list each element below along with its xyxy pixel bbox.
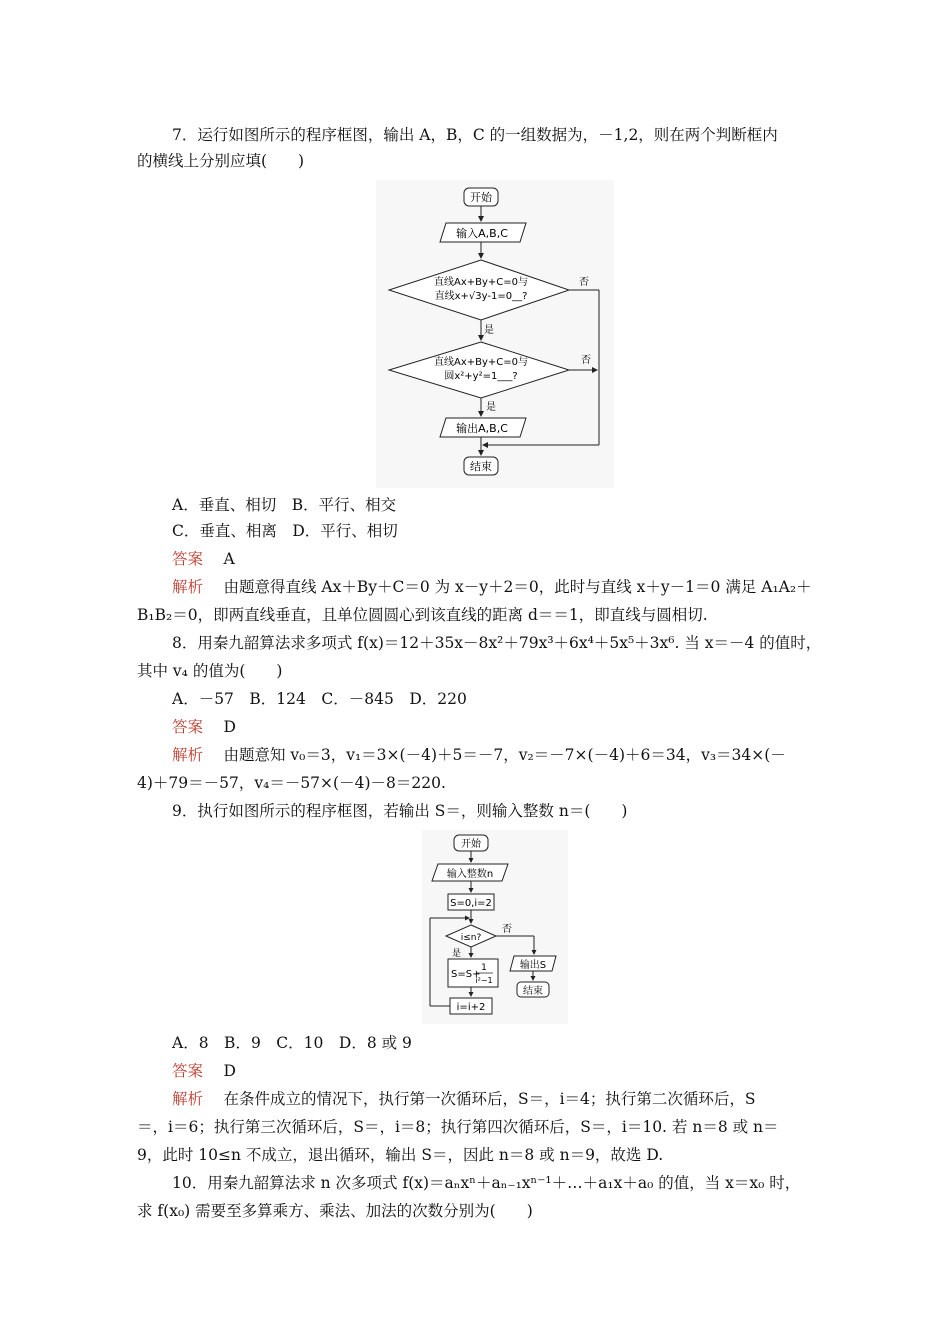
q7-no-label-2: 否 [581,355,591,366]
q9-input-label: 输入整数n [446,869,494,880]
q9-end-label: 结束 [523,986,543,997]
q9-cond-label: i≤n? [460,933,482,943]
q8-analysis-row1 [172,744,786,766]
q7-analysis-line1: 由题意得直线 Ax＋By＋C＝0 为 x－y＋2＝0，此时与直线 x＋y－1＝0 满足 A₁A₂＋ [223,578,812,596]
q7-answer-tag: 答案 [172,550,204,568]
q9-options: A．8 B．9 C．10 D．8 或 9 [172,1034,412,1052]
q7-yes-label-2: 是 [486,402,496,413]
q7-output-label: 输出A,B,C [456,422,508,435]
q9-update-prefix: S=S+ [451,969,481,980]
q9-flowchart [422,830,568,1024]
q7-options-line1: A．垂直、相切 B．平行、相交 [172,496,397,514]
q7-no-label-1: 否 [579,277,589,288]
q9-answer: D [223,1062,236,1080]
q8-stem-line1: 8．用秦九韶算法求多项式 f(x)＝12＋35x－8x²＋79x³＋6x⁴＋5x⁵＋3x⁶. 当 x＝－4 的值时， [172,634,822,652]
q10-stem-line1: 10．用秦九韶算法求 n 次多项式 f(x)＝aₙxⁿ＋aₙ₋₁xⁿ⁻¹＋…＋a₁x＋a₀ 的值，当 x＝x₀ 时， [172,1174,801,1192]
q9-output-label: 输出S [519,960,547,971]
q8-stem-line2: 其中 v₄ 的值为( ) [137,662,283,680]
q9-analysis-row1 [172,1088,756,1110]
q8-analysis-line2: 4)＋79＝－57，v₄＝－57×(－4)－8＝220. [137,774,446,792]
q9-no-label: 否 [502,924,512,935]
q7-yes-label-1: 是 [484,325,494,336]
q8-analysis-line1: 由题意知 v₀＝3，v₁＝3×(－4)＋5＝－7，v₂＝－7×(－4)＋6＝34，v₃＝34×(－ [223,746,786,764]
q7-analysis-line2: B₁B₂＝0，即两直线垂直，且单位圆圆心到该直线的距离 d＝＝1，即直线与圆相切. [137,606,708,624]
q8-options: A．－57 B．124 C．－845 D．220 [172,690,467,708]
q7-stem-line2: 的横线上分别应填( ) [137,152,305,170]
q7-options-line2: C．垂直、相离 D．平行、相切 [172,522,398,540]
q9-init-label: S=0,i=2 [450,898,492,909]
q7-start-label: 开始 [470,191,492,204]
q8-analysis-tag: 解析 [172,746,204,764]
q9-update-num: 1 [481,963,487,973]
q8-answer-row [172,716,236,738]
q7-end-label: 结束 [470,460,492,473]
q9-start-label: 开始 [461,839,481,850]
q7-input-label: 输入A,B,C [456,227,508,240]
q7-answer-row [172,548,235,570]
q7-cond2-line1: 直线Ax+By+C=0与 [433,357,529,368]
q7-cond2-line2: 圆x²+y²=1___? [444,371,518,382]
q8-answer-tag: 答案 [172,718,204,736]
q9-update-den: i²−1 [475,976,493,985]
q9-incr-label: i=i+2 [456,1002,486,1013]
q7-cond1-line1: 直线Ax+By+C=0与 [433,277,529,288]
q7-analysis-tag: 解析 [172,578,204,596]
q7-stem-line1: 7．运行如图所示的程序框图，输出 A，B，C 的一组数据为，－1,2，则在两个判断框内 [172,126,778,144]
q9-analysis-line3: 9，此时 10≤n 不成立，退出循环，输出 S＝，因此 n＝8 或 n＝9，故选 D. [137,1146,664,1164]
q9-analysis-line2: ＝，i＝6；执行第三次循环后，S＝，i＝8；执行第四次循环后，S＝，i＝10. 若 n＝8 或 n＝ [137,1118,779,1136]
q7-analysis-row1 [172,576,812,598]
q9-answer-tag: 答案 [172,1062,204,1080]
q9-analysis-tag: 解析 [172,1090,204,1108]
q9-stem-line1: 9．执行如图所示的程序框图，若输出 S＝，则输入整数 n＝( ) [172,802,628,820]
q8-answer: D [223,718,236,736]
q7-cond1-line2: 直线x+√3y-1=0__? [434,291,528,302]
q7-flowchart [376,180,614,488]
q7-answer: A [223,550,235,568]
q9-yes-label: 是 [452,949,462,959]
q9-answer-row [172,1060,236,1082]
q10-stem-line2: 求 f(x₀) 需要至多算乘方、乘法、加法的次数分别为( ) [137,1202,533,1220]
q9-analysis-line1: 在条件成立的情况下，执行第一次循环后，S＝，i＝4；执行第二次循环后，S [223,1090,756,1108]
